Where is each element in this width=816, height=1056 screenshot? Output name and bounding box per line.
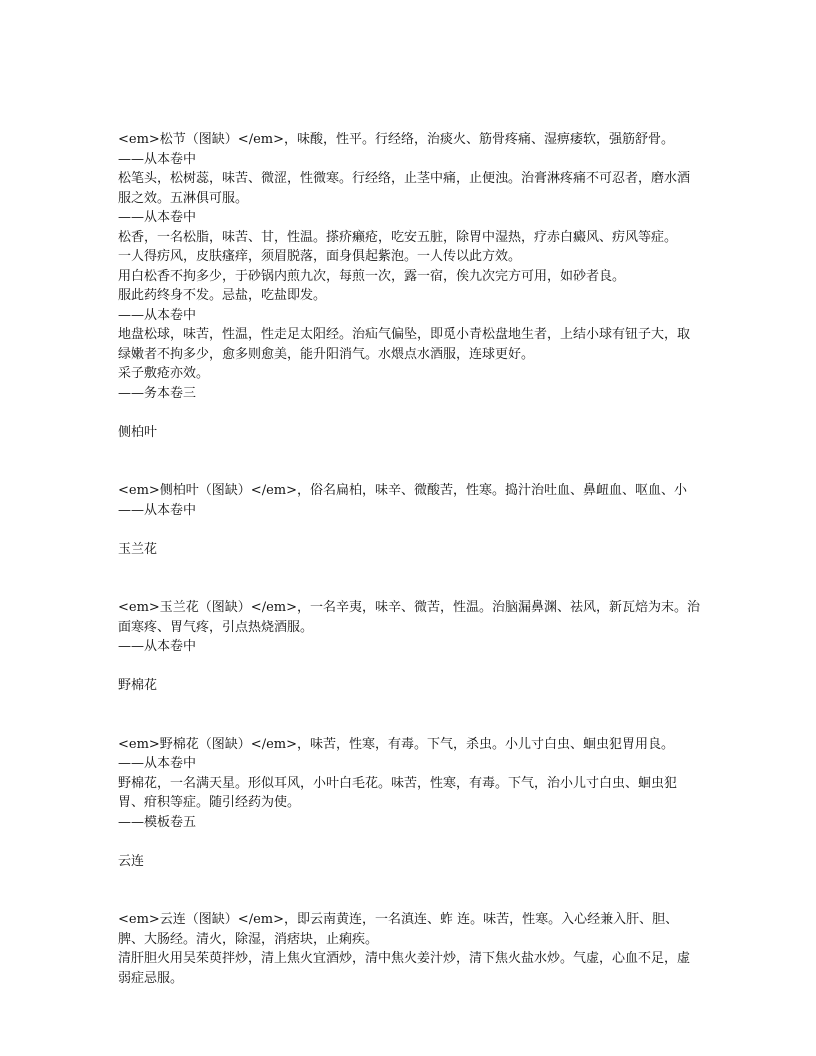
source-citation: ——从本卷中	[118, 502, 197, 518]
section-heading: 云连	[118, 853, 145, 869]
paragraph: <em>野棉花（图缺）</em>，味苦，性寒，有毒。下气，杀虫。小儿寸白虫、蛔虫犯胃用良。	[118, 736, 674, 752]
paragraph: <em>云连（图缺）</em>，即云南黄连，一名滇连、蚱 连。味苦，性寒。入心经兼入肝、胆、脾、大肠经。清火，除湿，消痞块，止痢疾。	[118, 912, 679, 947]
paragraph: <em>松节（图缺）</em>，味酸，性平。行经络，治痰火、筋骨疼痛、湿痹痿软，强筋舒骨。	[118, 132, 674, 147]
paragraph: 地盘松球，味苦，性温，性走足太阳经。治疝气偏坠，即觅小青松盘地生者，上结小球有钮子大，取绿嫩者不拘多少，愈多则愈美，能升阳消气。水煨点水酒服，连球更好。	[118, 327, 691, 362]
paragraph: 采子敷疮亦效。	[118, 366, 210, 381]
section-heading: 侧柏叶	[118, 424, 158, 440]
source-citation: ——从本卷中	[118, 307, 197, 323]
paragraph: 清肝胆火用吴茱萸拌炒，清上焦火宜酒炒，清中焦火姜汁炒，清下焦火盐水炒。气虚，心血不足，虚弱症忌服。	[118, 951, 691, 986]
paragraph: 服此药终身不发。忌盐，吃盐即发。	[118, 288, 327, 303]
paragraph: 松香，一名松脂，味苦、甘，性温。搽疥癞疮，吃安五脏，除胃中湿热，疗赤白癜风、疠风等症。	[118, 229, 678, 245]
paragraph: <em>玉兰花（图缺）</em>，一名辛夷，味辛、微苦，性温。治脑漏鼻渊、祛风，新瓦焙为末。治面寒疼、胃气疼，引点热烧酒服。	[118, 600, 700, 635]
source-citation: ——模板卷五	[118, 814, 197, 830]
paragraph: 一人得疠风，皮肤瘙痒，须眉脱落，面身俱起紫泡。一人传以此方效。	[118, 249, 522, 264]
entry-songjie	[118, 130, 702, 403]
source-citation: ——从本卷中	[118, 210, 197, 225]
entry-yunlian	[118, 852, 702, 989]
document-page	[118, 130, 702, 988]
source-citation: ——务本卷三	[118, 385, 197, 401]
paragraph: <em>侧柏叶（图缺）</em>，俗名扁柏，味辛、微酸苦，性寒。捣汁治吐血、鼻衄血、呕血、小	[118, 483, 687, 498]
section-heading: 玉兰花	[118, 541, 158, 557]
source-citation: ——从本卷中	[118, 151, 197, 167]
entry-yulanhua	[118, 540, 702, 657]
entry-yemianhua	[118, 676, 702, 832]
source-citation: ——从本卷中	[118, 756, 197, 771]
section-heading: 野棉花	[118, 678, 158, 693]
paragraph: 松笔头，松树蕊，味苦、微涩，性微寒。行经络，止茎中痛，止便浊。治膏淋疼痛不可忍者，磨水酒服之效。五淋俱可服。	[118, 171, 691, 206]
entry-cebaiye	[118, 423, 702, 521]
paragraph: 野棉花，一名满天星。形似耳风，小叶白毛花。味苦，性寒，有毒。下气，治小儿寸白虫、蛔虫犯胃、疳积等症。随引经药为使。	[118, 775, 678, 810]
paragraph: 用白松香不拘多少，于砂锅内煎九次，每煎一次，露一宿，俟九次完方可用，如砂者良。	[118, 268, 626, 284]
source-citation: ——从本卷中	[118, 639, 197, 654]
